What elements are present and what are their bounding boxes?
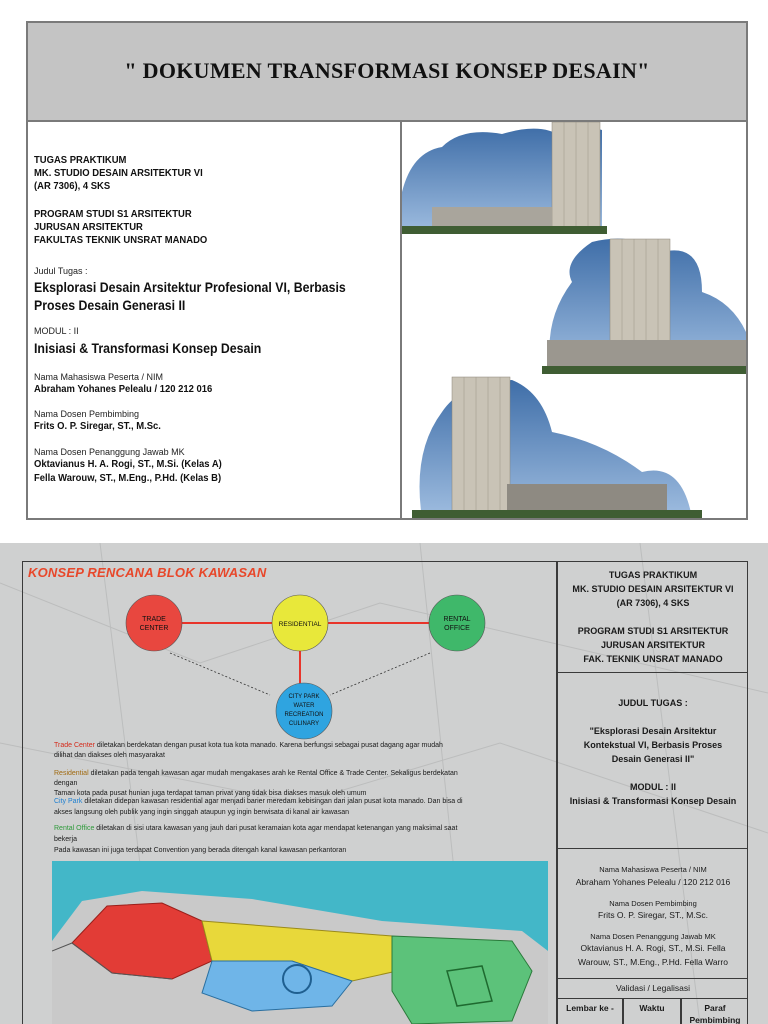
rental-label-2: OFFICE bbox=[444, 625, 470, 632]
rental-desc-1 bbox=[54, 824, 457, 833]
title-bar bbox=[28, 23, 746, 122]
rc-program-3: FAK. TEKNIK UNSRAT MANADO bbox=[583, 654, 723, 665]
city-label-2: WATER bbox=[293, 703, 315, 709]
rental-text-1: diletakan di sisi utara kawasan yang jauh dari pusat keramaian kota agar mendapat ketenangan yang maksimal saat bbox=[94, 825, 458, 832]
legal-col-time: Waktu bbox=[639, 1003, 665, 1013]
city-desc-2: akses langsung oleh publik yang ingin singgah ataupun yg ingin berwisata di kanal air kawasan bbox=[54, 809, 349, 816]
course-line-3: (AR 7306), 4 SKS bbox=[34, 180, 111, 192]
rc-modul-title: Inisiasi & Transformasi Konsep Desain bbox=[569, 796, 737, 807]
rc-judul-3: Desain Generasi II" bbox=[611, 754, 695, 765]
pj-name-1: Oktavianus H. A. Rogi, ST., M.Si. (Kelas A) bbox=[34, 458, 222, 470]
rc-program-2: JURUSAN ARSITEKTUR bbox=[601, 640, 705, 651]
pj-name-2: Fella Warouw, ST., M.Eng., P.Hd. (Kelas B) bbox=[34, 472, 222, 484]
rc-validation: Validasi / Legalisasi bbox=[615, 983, 691, 993]
residential-key: Residential bbox=[54, 770, 89, 777]
residential-desc-3: Taman kota pada pusat hunian juga terdapat taman privat yang tidak bisa diakses masuk oleh umum bbox=[54, 790, 367, 797]
podium-2 bbox=[547, 340, 746, 368]
ground-3 bbox=[412, 510, 702, 518]
course-line-1: TUGAS PRAKTIKUM bbox=[34, 154, 127, 166]
rc-pj-2: Warouw, ST., M.Eng., P.Hd. Fella Warro bbox=[578, 957, 728, 967]
city-label-1: CITY PARK bbox=[288, 694, 320, 700]
rc-modul-label: MODUL : II bbox=[630, 782, 676, 793]
rental-label-1: RENTAL bbox=[443, 616, 471, 623]
residential-text-1: diletakan pada tengah kawasan agar mudah mengakases arah ke Rental Office & Trade Center. Sekaligus berdekatan bbox=[88, 770, 458, 777]
legal-col-paraf: Paraf bbox=[704, 1003, 726, 1013]
cover-info-panel bbox=[28, 122, 402, 518]
concept-heading: KONSEP RENCANA BLOK KAWASAN bbox=[28, 565, 267, 580]
judul-line-1: Eksplorasi Desain Arsitektur Profesional VI, Berbasis bbox=[34, 279, 346, 295]
rc-course-2: MK. STUDIO DESAIN ARSITEKTUR VI bbox=[572, 584, 734, 595]
cover-page bbox=[26, 21, 748, 520]
rc-course-1: TUGAS PRAKTIKUM bbox=[608, 570, 698, 581]
document-title: " DOKUMEN TRANSFORMASI KONSEP DESAIN" bbox=[124, 57, 650, 83]
rc-student-label: Nama Mahasiswa Peserta / NIM bbox=[599, 865, 707, 874]
student-name: Abraham Yohanes Pelealu / 120 212 016 bbox=[34, 383, 213, 395]
program-line-3: FAKULTAS TEKNIK UNSRAT MANADO bbox=[34, 234, 208, 246]
city-text-1: diletakan didepan kawasan residential agar menjadi barier meredam kebisingan dari jalan pusat kota manado. Dan bisa di bbox=[82, 798, 463, 805]
judul-label: Judul Tugas : bbox=[34, 266, 88, 276]
course-line-2: MK. STUDIO DESAIN ARSITEKTUR VI bbox=[34, 167, 203, 179]
building-renderings bbox=[402, 122, 746, 518]
program-line-1: PROGRAM STUDI S1 ARSITEKTUR bbox=[34, 208, 192, 220]
tower-2 bbox=[610, 239, 670, 357]
residential-desc-2: dengan bbox=[54, 780, 78, 787]
lecturer-label: Nama Dosen Pembimbing bbox=[34, 409, 140, 419]
pj-label: Nama Dosen Penanggung Jawab MK bbox=[34, 447, 185, 457]
city-key: City Park bbox=[54, 798, 83, 805]
judul-line-2: Proses Desain Generasi II bbox=[34, 297, 186, 313]
city-desc-1 bbox=[54, 797, 463, 806]
rc-student: Abraham Yohanes Pelealu / 120 212 016 bbox=[575, 877, 731, 887]
legal-col-pembimbing: Pembimbing bbox=[689, 1015, 741, 1024]
ground-2 bbox=[542, 366, 746, 374]
tower-3 bbox=[452, 377, 510, 512]
trade-label-2: CENTER bbox=[139, 625, 169, 632]
convention-desc: Pada kawasan ini juga terdapat Convention yang berada ditengah kanal kawasan perkantoran bbox=[54, 847, 347, 854]
rc-course-3: (AR 7306), 4 SKS bbox=[616, 598, 690, 609]
ground-1 bbox=[402, 226, 607, 234]
rental-office-bubble bbox=[429, 595, 485, 651]
program-line-2: JURUSAN ARSITEKTUR bbox=[34, 221, 143, 233]
rc-pj-label: Nama Dosen Penanggung Jawab MK bbox=[590, 932, 716, 941]
rc-program-1: PROGRAM STUDI S1 ARSITEKTUR bbox=[577, 626, 729, 637]
podium-1 bbox=[432, 207, 552, 229]
residential-label: RESIDENTIAL bbox=[278, 621, 322, 628]
rc-judul-label: JUDUL TUGAS : bbox=[618, 698, 688, 709]
site-plan-map bbox=[52, 861, 548, 1024]
trade-key: Trade Center bbox=[54, 742, 95, 749]
rc-pj-1: Oktavianus H. A. Rogi, ST., M.Si. Fella bbox=[580, 943, 726, 953]
modul-title: Inisiasi & Transformasi Konsep Desain bbox=[34, 340, 262, 356]
modul-label: MODUL : II bbox=[34, 326, 79, 336]
rendering-illustration bbox=[402, 122, 746, 518]
link-trade-city bbox=[170, 653, 270, 695]
city-park-bubble bbox=[276, 683, 332, 739]
podium-3 bbox=[507, 484, 667, 512]
rental-desc-2: bekerja bbox=[54, 836, 77, 843]
rc-lecturer: Frits O. P. Siregar, ST., M.Sc. bbox=[598, 910, 708, 920]
rc-judul-1: "Eksplorasi Desain Arsitektur bbox=[589, 726, 717, 737]
link-rental-city bbox=[330, 653, 430, 695]
residential-desc-1 bbox=[54, 769, 458, 778]
trade-desc-1 bbox=[54, 741, 443, 750]
zoning-diagram bbox=[110, 591, 510, 741]
legal-col-sheet: Lembar ke - bbox=[566, 1003, 614, 1013]
student-label: Nama Mahasiswa Peserta / NIM bbox=[34, 372, 164, 382]
lecturer-name: Frits O. P. Siregar, ST., M.Sc. bbox=[34, 420, 161, 432]
concept-page bbox=[0, 543, 768, 1024]
rc-lecturer-label: Nama Dosen Pembimbing bbox=[609, 899, 697, 908]
trade-center-bubble bbox=[126, 595, 182, 651]
trade-desc-2: dilihat dan diakses oleh masyarakat bbox=[54, 752, 165, 759]
trade-text-1: diletakan berdekatan dengan pusat kota tua kota manado. Karena berfungsi sebagai pusat dagang agar mudah bbox=[94, 742, 443, 749]
city-label-3: RECREATION bbox=[284, 712, 324, 718]
city-label-4: CULINARY bbox=[288, 721, 320, 727]
trade-label-1: TRADE bbox=[142, 616, 166, 623]
rental-office-zone bbox=[392, 936, 532, 1024]
rc-judul-2: Kontekstual VI, Berbasis Proses bbox=[583, 740, 723, 751]
rental-key: Rental Office bbox=[54, 825, 95, 832]
